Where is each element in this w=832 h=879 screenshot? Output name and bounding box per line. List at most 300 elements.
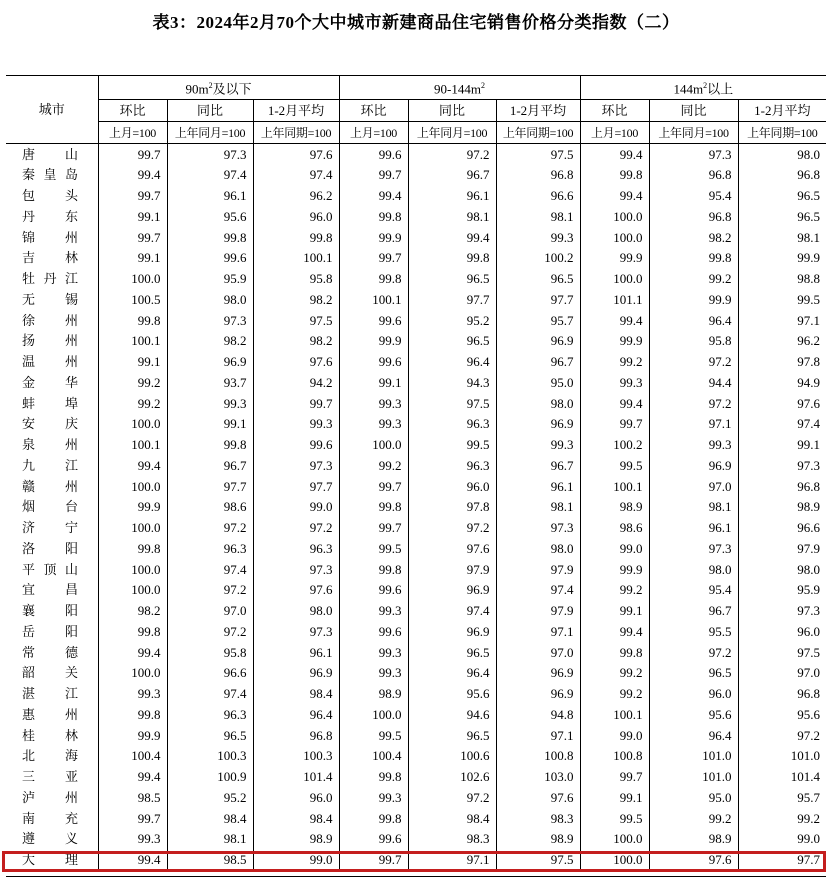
index-value: 99.6 <box>339 622 408 643</box>
table-row <box>6 207 826 228</box>
index-value: 95.7 <box>738 788 826 809</box>
table-row <box>6 788 826 809</box>
header-base: 上年同期=100 <box>496 122 580 144</box>
index-value: 100.0 <box>339 705 408 726</box>
index-value: 96.5 <box>408 331 496 352</box>
index-value: 96.5 <box>167 725 253 746</box>
index-value: 99.7 <box>339 476 408 497</box>
table-row <box>6 456 826 477</box>
city-name <box>6 725 98 746</box>
index-value: 97.0 <box>649 476 738 497</box>
table-header <box>6 76 826 144</box>
index-value: 99.6 <box>339 310 408 331</box>
index-value: 100.4 <box>339 746 408 767</box>
index-value: 97.2 <box>649 393 738 414</box>
index-value: 97.3 <box>167 310 253 331</box>
index-value: 99.2 <box>649 808 738 829</box>
index-value: 96.5 <box>408 642 496 663</box>
index-value: 98.9 <box>649 829 738 850</box>
city-name <box>6 642 98 663</box>
index-value: 100.0 <box>580 207 649 228</box>
index-value: 98.4 <box>253 684 339 705</box>
index-value: 100.2 <box>496 248 580 269</box>
index-value: 99.1 <box>98 207 167 228</box>
index-value: 99.4 <box>580 310 649 331</box>
index-value: 99.3 <box>339 788 408 809</box>
index-value: 101.0 <box>649 746 738 767</box>
index-value: 99.2 <box>339 456 408 477</box>
index-value: 99.2 <box>580 580 649 601</box>
city-label: 南充 <box>22 810 78 826</box>
index-value: 95.0 <box>496 373 580 394</box>
index-value: 96.3 <box>253 539 339 560</box>
index-value: 99.1 <box>339 373 408 394</box>
index-value: 97.7 <box>253 476 339 497</box>
index-value: 100.1 <box>339 290 408 311</box>
index-value: 99.8 <box>253 227 339 248</box>
index-value: 99.1 <box>738 435 826 456</box>
table-row <box>6 808 826 829</box>
city-name <box>6 165 98 186</box>
index-value: 96.6 <box>167 663 253 684</box>
index-value: 98.1 <box>408 207 496 228</box>
index-value: 99.3 <box>339 642 408 663</box>
index-value: 94.8 <box>496 705 580 726</box>
index-value: 100.0 <box>98 518 167 539</box>
index-value: 96.7 <box>496 352 580 373</box>
table-row <box>6 310 826 331</box>
index-value: 97.4 <box>496 580 580 601</box>
index-value: 97.3 <box>496 518 580 539</box>
index-value: 98.1 <box>496 497 580 518</box>
index-value: 100.1 <box>98 435 167 456</box>
base-row <box>6 122 826 144</box>
index-value: 99.8 <box>339 559 408 580</box>
index-value: 99.5 <box>408 435 496 456</box>
index-value: 99.8 <box>580 165 649 186</box>
index-value: 96.0 <box>649 684 738 705</box>
city-name <box>6 705 98 726</box>
header-base: 上年同月=100 <box>408 122 496 144</box>
index-value: 97.3 <box>253 456 339 477</box>
city-label: 襄阳 <box>22 603 78 619</box>
index-value: 99.9 <box>339 227 408 248</box>
index-value: 99.5 <box>339 725 408 746</box>
table-row <box>6 227 826 248</box>
table-row <box>6 518 826 539</box>
index-value: 99.2 <box>580 684 649 705</box>
index-value: 101.0 <box>738 746 826 767</box>
index-value: 97.4 <box>167 684 253 705</box>
index-value: 95.0 <box>649 788 738 809</box>
index-value: 100.3 <box>167 746 253 767</box>
index-value: 100.0 <box>98 476 167 497</box>
index-value: 94.3 <box>408 373 496 394</box>
table-row <box>6 165 826 186</box>
index-value: 97.7 <box>167 476 253 497</box>
index-value: 99.9 <box>580 248 649 269</box>
city-label: 牡丹江 <box>22 271 78 287</box>
index-value: 99.4 <box>98 850 167 871</box>
index-value: 97.0 <box>496 642 580 663</box>
index-value: 100.0 <box>339 435 408 456</box>
index-value: 98.0 <box>167 290 253 311</box>
index-value: 99.1 <box>98 352 167 373</box>
index-value: 95.2 <box>408 310 496 331</box>
header-metric: 环比 <box>580 100 649 122</box>
index-value: 99.6 <box>339 580 408 601</box>
index-value: 97.2 <box>167 622 253 643</box>
index-value: 97.5 <box>496 850 580 871</box>
index-value: 97.6 <box>496 788 580 809</box>
city-label: 扬州 <box>22 333 78 349</box>
index-value: 98.1 <box>167 829 253 850</box>
index-value: 97.6 <box>253 352 339 373</box>
index-value: 96.8 <box>496 165 580 186</box>
index-value: 100.0 <box>580 829 649 850</box>
index-value: 97.6 <box>253 580 339 601</box>
header-group-3: $144m^2$以上 <box>580 76 826 100</box>
header-base: 上年同月=100 <box>167 122 253 144</box>
header-metric: 1-2月平均 <box>738 100 826 122</box>
index-value: 97.7 <box>496 290 580 311</box>
index-value: 97.1 <box>738 310 826 331</box>
index-value: 99.8 <box>339 269 408 290</box>
index-value: 99.4 <box>98 165 167 186</box>
index-value: 98.3 <box>408 829 496 850</box>
index-value: 96.1 <box>649 518 738 539</box>
index-value: 97.4 <box>167 165 253 186</box>
index-value: 99.3 <box>98 829 167 850</box>
index-value: 100.0 <box>580 850 649 871</box>
index-value: 97.3 <box>253 559 339 580</box>
index-value: 99.9 <box>98 497 167 518</box>
index-value: 99.8 <box>339 808 408 829</box>
index-value: 95.8 <box>167 642 253 663</box>
table-row <box>6 725 826 746</box>
index-value: 99.8 <box>98 539 167 560</box>
table-row <box>6 331 826 352</box>
index-value: 99.3 <box>339 393 408 414</box>
index-value: 99.3 <box>339 601 408 622</box>
index-value: 100.9 <box>167 767 253 788</box>
index-value: 96.9 <box>253 663 339 684</box>
table-row <box>6 684 826 705</box>
city-name <box>6 850 98 871</box>
index-value: 99.6 <box>167 248 253 269</box>
table-row <box>6 435 826 456</box>
index-value: 99.5 <box>738 290 826 311</box>
index-value: 99.5 <box>580 808 649 829</box>
index-value: 97.3 <box>649 539 738 560</box>
city-label: 洛阳 <box>22 540 78 556</box>
table-row <box>6 663 826 684</box>
index-value: 96.8 <box>738 684 826 705</box>
city-label: 三亚 <box>22 769 78 785</box>
index-value: 99.3 <box>167 393 253 414</box>
index-value: 98.6 <box>580 518 649 539</box>
index-value: 99.7 <box>98 144 167 165</box>
city-name <box>6 456 98 477</box>
table-row <box>6 767 826 788</box>
city-label: 无锡 <box>22 291 78 307</box>
index-value: 98.9 <box>339 684 408 705</box>
index-value: 99.9 <box>339 331 408 352</box>
city-label: 遵义 <box>22 831 78 847</box>
city-label: 赣州 <box>22 478 78 494</box>
index-value: 98.2 <box>167 331 253 352</box>
index-value: 99.8 <box>408 248 496 269</box>
index-value: 96.4 <box>649 725 738 746</box>
index-value: 99.8 <box>580 642 649 663</box>
index-value: 100.1 <box>580 476 649 497</box>
index-value: 99.7 <box>98 808 167 829</box>
index-value: 99.4 <box>339 186 408 207</box>
index-value: 97.2 <box>253 518 339 539</box>
table-row <box>6 622 826 643</box>
table-row <box>6 850 826 871</box>
index-value: 99.8 <box>98 622 167 643</box>
index-value: 95.7 <box>496 310 580 331</box>
city-label: 桂林 <box>22 727 78 743</box>
index-value: 97.1 <box>408 850 496 871</box>
header-base: 上年同月=100 <box>649 122 738 144</box>
index-value: 97.7 <box>738 850 826 871</box>
index-value: 99.6 <box>253 435 339 456</box>
index-value: 96.5 <box>738 186 826 207</box>
index-value: 100.1 <box>580 705 649 726</box>
index-value: 99.5 <box>580 456 649 477</box>
index-value: 97.3 <box>738 456 826 477</box>
index-value: 97.7 <box>408 290 496 311</box>
index-value: 96.3 <box>408 414 496 435</box>
index-value: 99.1 <box>580 601 649 622</box>
index-value: 97.0 <box>738 663 826 684</box>
index-value: 102.6 <box>408 767 496 788</box>
index-value: 96.7 <box>496 456 580 477</box>
index-value: 96.8 <box>649 165 738 186</box>
index-value: 99.7 <box>339 850 408 871</box>
city-label: 九江 <box>22 457 78 473</box>
city-name <box>6 539 98 560</box>
index-value: 98.2 <box>649 227 738 248</box>
index-value: 97.4 <box>738 414 826 435</box>
table-row <box>6 476 826 497</box>
city-name <box>6 767 98 788</box>
index-value: 100.2 <box>580 435 649 456</box>
table-body <box>6 144 826 871</box>
index-value: 96.9 <box>408 580 496 601</box>
index-value: 100.6 <box>408 746 496 767</box>
index-value: 99.0 <box>253 850 339 871</box>
header-metric: 同比 <box>408 100 496 122</box>
city-name <box>6 476 98 497</box>
header-metric: 1-2月平均 <box>496 100 580 122</box>
index-value: 99.3 <box>580 373 649 394</box>
index-value: 97.1 <box>496 725 580 746</box>
index-value: 99.8 <box>98 705 167 726</box>
table-row <box>6 269 826 290</box>
header-base: 上月=100 <box>339 122 408 144</box>
index-value: 98.4 <box>408 808 496 829</box>
index-value: 99.3 <box>98 684 167 705</box>
city-name <box>6 310 98 331</box>
index-value: 96.5 <box>738 207 826 228</box>
city-label: 湛江 <box>22 686 78 702</box>
index-value: 97.9 <box>408 559 496 580</box>
index-value: 96.9 <box>496 331 580 352</box>
index-value: 96.8 <box>738 165 826 186</box>
index-value: 98.0 <box>738 559 826 580</box>
index-value: 99.0 <box>580 725 649 746</box>
index-value: 95.2 <box>167 788 253 809</box>
index-value: 93.7 <box>167 373 253 394</box>
index-value: 97.2 <box>649 642 738 663</box>
index-value: 101.1 <box>580 290 649 311</box>
city-name <box>6 746 98 767</box>
index-value: 96.1 <box>167 186 253 207</box>
city-label: 岳阳 <box>22 623 78 639</box>
city-name <box>6 497 98 518</box>
index-value: 97.3 <box>738 601 826 622</box>
city-label: 济宁 <box>22 520 78 536</box>
index-value: 96.8 <box>738 476 826 497</box>
index-value: 98.0 <box>496 539 580 560</box>
index-value: 96.5 <box>408 269 496 290</box>
index-value: 99.5 <box>339 539 408 560</box>
index-value: 95.6 <box>167 207 253 228</box>
index-value: 99.2 <box>738 808 826 829</box>
city-label: 金华 <box>22 374 78 390</box>
city-name <box>6 788 98 809</box>
index-value: 97.2 <box>167 580 253 601</box>
city-name <box>6 248 98 269</box>
index-value: 99.4 <box>580 622 649 643</box>
index-value: 97.9 <box>738 539 826 560</box>
city-name <box>6 227 98 248</box>
header-group-2: $90-144m^2$ <box>339 76 580 100</box>
index-value: 99.7 <box>580 767 649 788</box>
index-value: 97.9 <box>496 559 580 580</box>
index-value: 100.0 <box>580 269 649 290</box>
index-value: 97.3 <box>649 144 738 165</box>
index-value: 99.2 <box>580 352 649 373</box>
city-name <box>6 580 98 601</box>
city-label: 泸州 <box>22 789 78 805</box>
index-value: 96.9 <box>408 622 496 643</box>
index-value: 96.0 <box>253 788 339 809</box>
index-value: 95.6 <box>649 705 738 726</box>
city-name <box>6 808 98 829</box>
city-label: 常德 <box>22 644 78 660</box>
table-row <box>6 373 826 394</box>
index-value: 99.8 <box>339 207 408 228</box>
index-value: 96.3 <box>167 705 253 726</box>
index-value: 99.8 <box>649 248 738 269</box>
index-value: 97.8 <box>408 497 496 518</box>
index-value: 97.6 <box>649 850 738 871</box>
city-name <box>6 269 98 290</box>
index-value: 96.9 <box>496 414 580 435</box>
city-name <box>6 186 98 207</box>
index-value: 99.9 <box>580 559 649 580</box>
index-value: 96.4 <box>253 705 339 726</box>
header-group-1: $90m^2$及以下 <box>98 76 339 100</box>
index-value: 99.7 <box>339 165 408 186</box>
index-value: 96.5 <box>496 269 580 290</box>
index-value: 98.2 <box>98 601 167 622</box>
header-base: 上年同期=100 <box>253 122 339 144</box>
index-value: 97.1 <box>649 414 738 435</box>
table-row <box>6 497 826 518</box>
index-value: 94.2 <box>253 373 339 394</box>
index-value: 98.2 <box>253 331 339 352</box>
index-value: 96.4 <box>408 663 496 684</box>
index-value: 98.9 <box>738 497 826 518</box>
index-value: 98.0 <box>253 601 339 622</box>
city-label: 平顶山 <box>22 561 78 577</box>
index-value: 99.4 <box>98 456 167 477</box>
city-name <box>6 435 98 456</box>
index-value: 95.9 <box>738 580 826 601</box>
index-value: 98.5 <box>98 788 167 809</box>
index-value: 100.0 <box>98 414 167 435</box>
city-label: 北海 <box>22 748 78 764</box>
index-value: 100.1 <box>98 331 167 352</box>
index-value: 103.0 <box>496 767 580 788</box>
index-value: 99.2 <box>649 269 738 290</box>
city-label: 锦州 <box>22 229 78 245</box>
index-value: 96.4 <box>408 352 496 373</box>
index-value: 99.3 <box>496 435 580 456</box>
index-value: 97.2 <box>408 788 496 809</box>
city-label: 唐山 <box>22 146 78 162</box>
index-value: 96.3 <box>408 456 496 477</box>
table-row <box>6 746 826 767</box>
index-value: 96.5 <box>408 725 496 746</box>
header-base: 上月=100 <box>580 122 649 144</box>
index-value: 97.5 <box>253 310 339 331</box>
city-name <box>6 207 98 228</box>
city-label: 丹东 <box>22 208 78 224</box>
price-index-table <box>6 75 826 871</box>
index-value: 99.8 <box>339 767 408 788</box>
index-value: 99.8 <box>167 435 253 456</box>
index-value: 97.4 <box>167 559 253 580</box>
index-value: 98.2 <box>253 290 339 311</box>
index-value: 99.7 <box>339 248 408 269</box>
index-value: 96.0 <box>253 207 339 228</box>
index-value: 96.1 <box>408 186 496 207</box>
index-value: 96.7 <box>167 456 253 477</box>
index-value: 97.6 <box>408 539 496 560</box>
city-name <box>6 663 98 684</box>
index-value: 94.4 <box>649 373 738 394</box>
index-value: 99.1 <box>98 248 167 269</box>
index-value: 98.4 <box>167 808 253 829</box>
index-value: 97.9 <box>496 601 580 622</box>
table-row <box>6 539 826 560</box>
index-value: 96.8 <box>253 725 339 746</box>
city-label: 秦皇岛 <box>22 167 78 183</box>
index-value: 99.0 <box>253 497 339 518</box>
table-row <box>6 829 826 850</box>
city-name <box>6 373 98 394</box>
index-value: 97.6 <box>738 393 826 414</box>
city-name <box>6 622 98 643</box>
index-value: 97.2 <box>649 352 738 373</box>
index-value: 95.8 <box>649 331 738 352</box>
